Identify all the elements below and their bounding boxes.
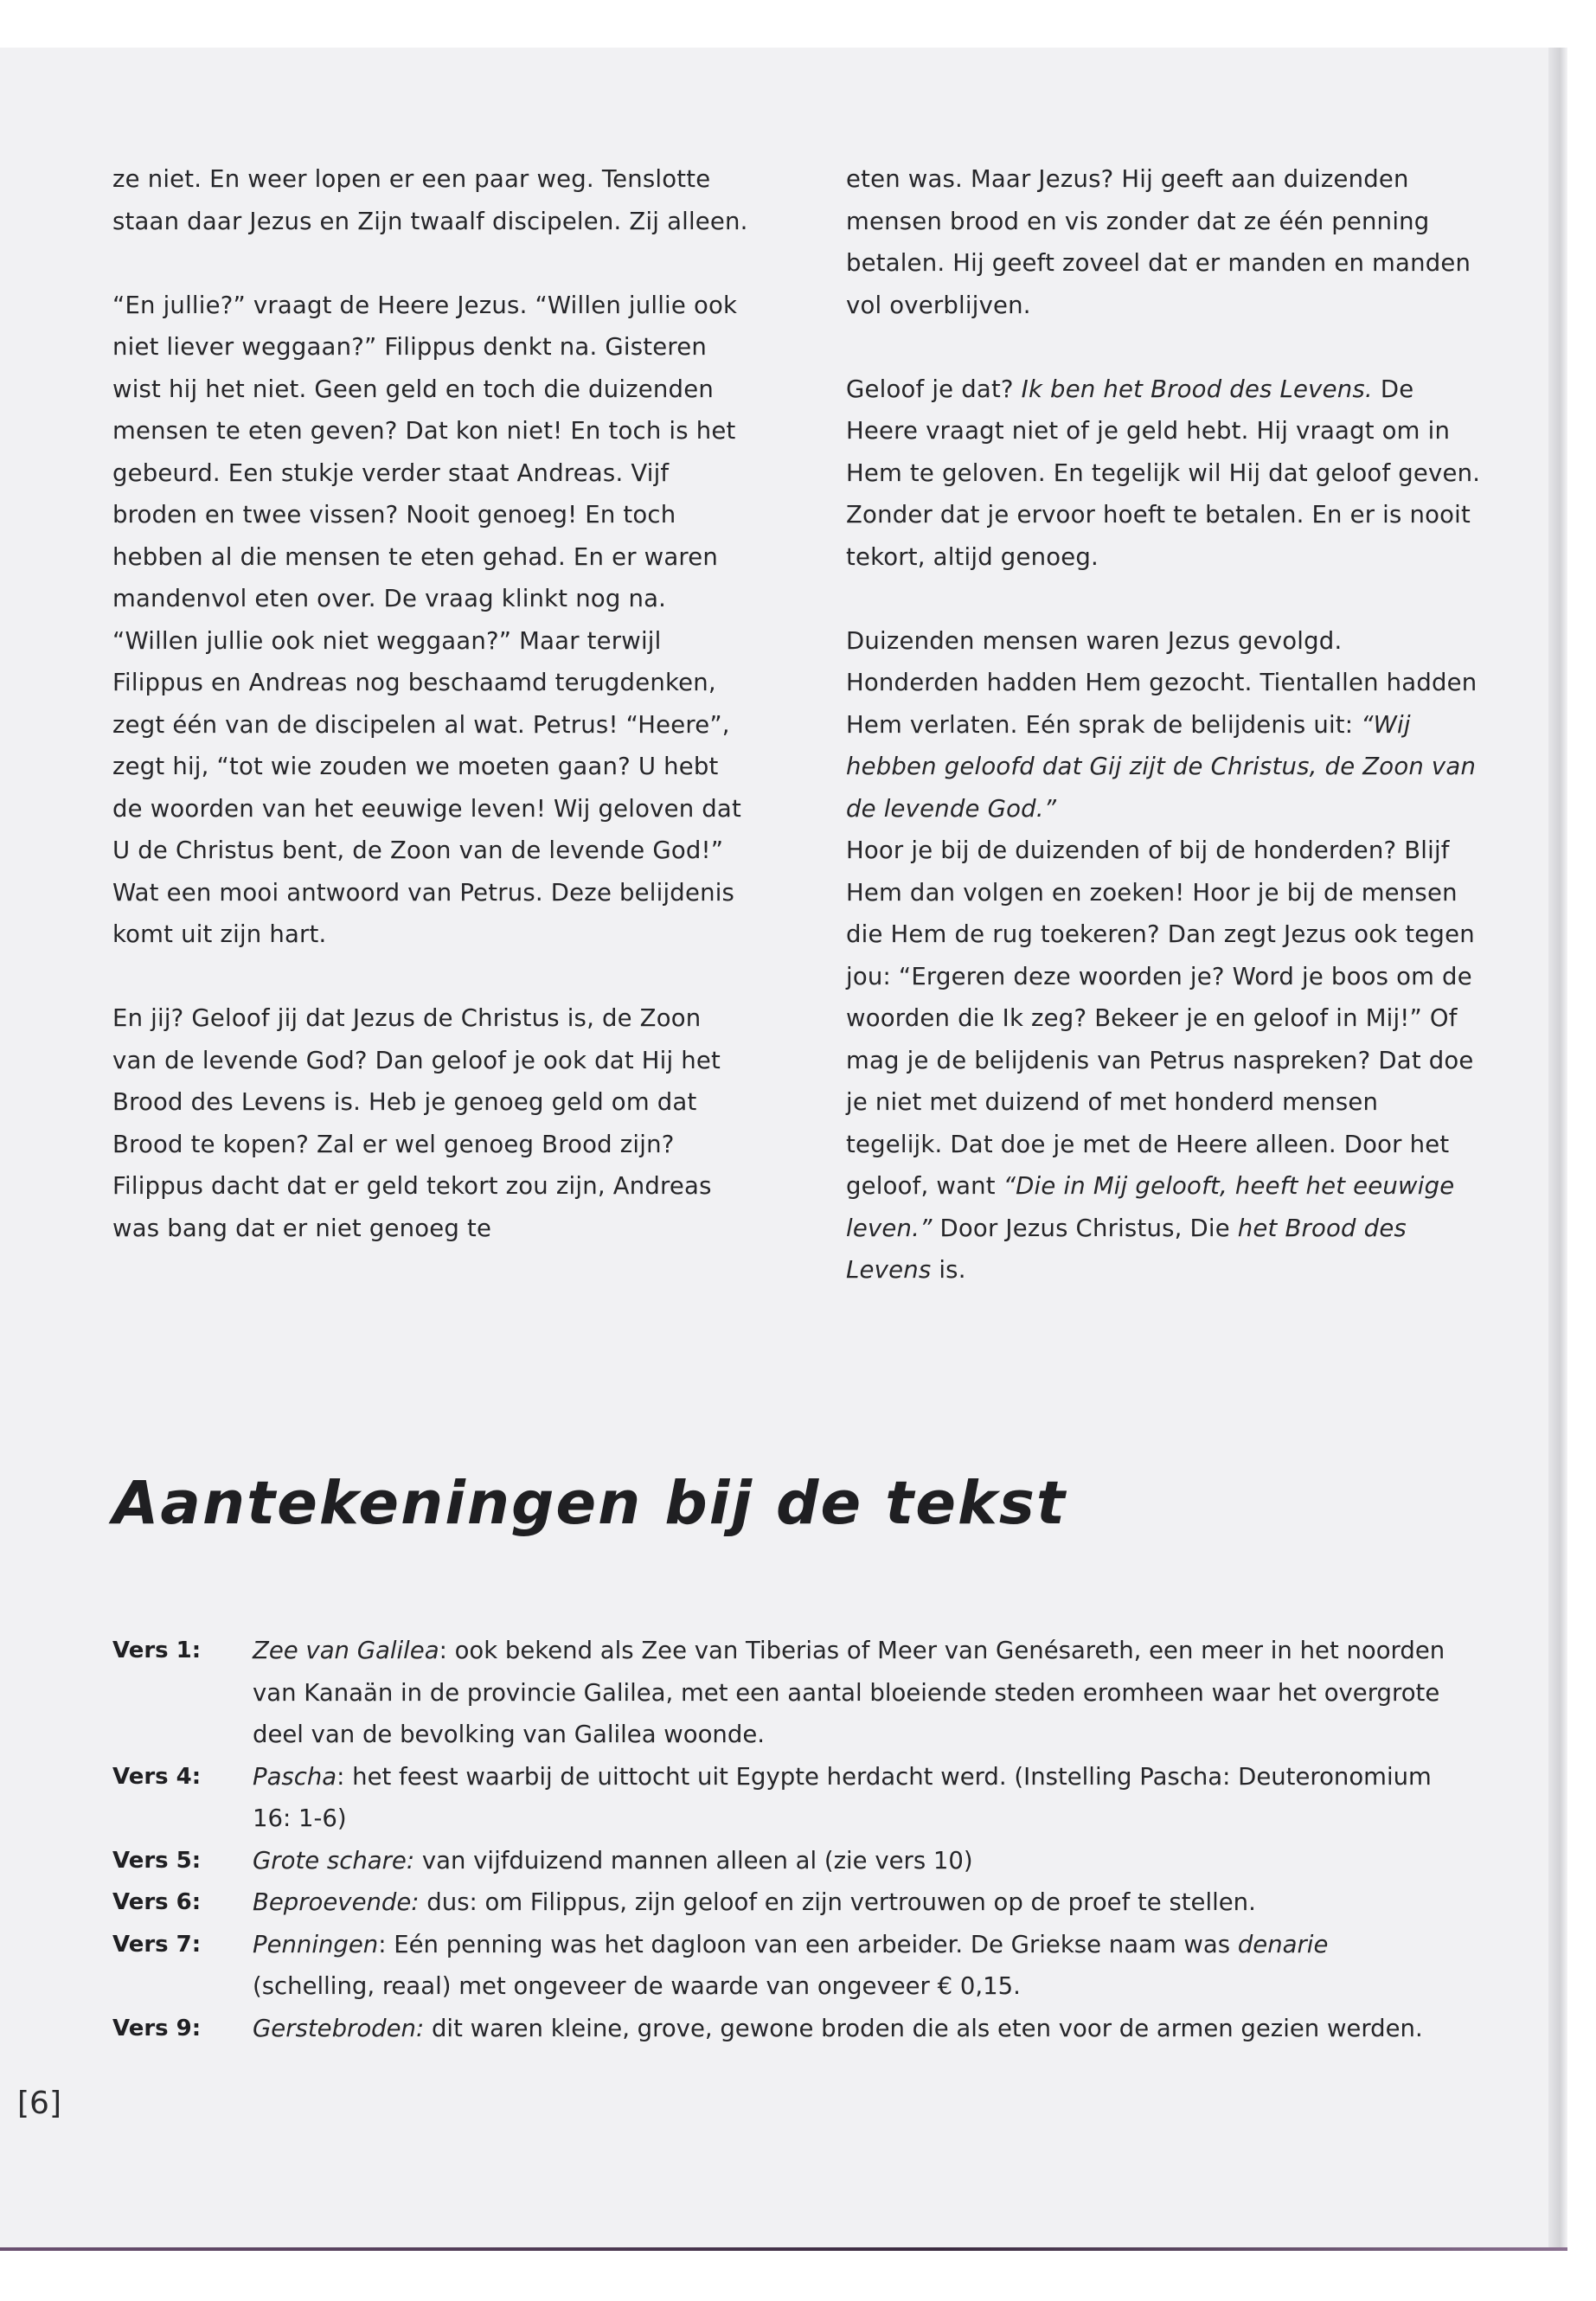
right-paragraph-3 xyxy=(846,620,1482,830)
note-text xyxy=(253,1840,1446,1882)
note-term: Beproevende: xyxy=(253,1888,420,1916)
note-text xyxy=(253,1881,1446,1924)
right-p4-text-c: Door Jezus Christus, Die xyxy=(932,1214,1238,1242)
note-item xyxy=(112,1924,1462,2008)
note-term-2: denarie xyxy=(1237,1930,1329,1958)
note-term: Gerstebroden: xyxy=(253,2014,425,2042)
note-term: Grote schare: xyxy=(253,1846,415,1875)
right-p4-text-e: is. xyxy=(931,1256,966,1284)
note-item xyxy=(112,1840,1462,1882)
left-column xyxy=(112,158,748,1249)
right-column xyxy=(846,158,1482,1292)
note-body: dit waren kleine, grove, gewone broden die als eten voor de armen gezien werden. xyxy=(424,2014,1423,2042)
right-p4-quote: “Die in Mij gelooft, heeft het eeuwige leven.” xyxy=(846,1172,1455,1242)
note-label: Vers 7: xyxy=(112,1931,202,1958)
left-paragraph-3: En jij? Geloof jij dat Jezus de Christus is, de Zoon van de levende God? Dan geloof je ook dat Hij het Brood des Levens is. Heb je genoeg geld om dat Brood te kopen? Zal er wel genoeg Brood zijn? Filippus dacht dat er geld tekort zou zijn, Andreas was bang dat er niet genoeg te xyxy=(112,1004,721,1242)
right-p4-text-a: Hoor je bij de duizenden of bij de honderden? Blijf Hem dan volgen en zoeken! Hoor je bij de mensen die Hem de rug toekeren? Dan zegt Jezus ook tegen jou: “Ergeren deze woorden je? Word je boos om de woorden die Ik zeg? Bekeer je en geloof in Mij!” Of mag je de belijdenis van Petrus naspreken? Dat doe je niet met duizend of met honderd mensen tegelijk. Dat doe je met de Heere alleen. Door het geloof, want xyxy=(846,836,1475,1200)
note-label: Vers 1: xyxy=(112,1638,202,1663)
right-p3-quote: “Wij hebben geloofd dat Gij zijt de Christus, de Zoon van de levende God.” xyxy=(846,710,1477,823)
note-body: : het feest waarbij de uittocht uit Egypte herdacht werd. (Instelling Pascha: Deuteronomium 16: 1-6) xyxy=(253,1762,1432,1832)
note-term: Zee van Galilea xyxy=(253,1637,439,1664)
note-text xyxy=(253,1924,1446,2008)
note-body-2: (schelling, reaal) met ongeveer de waarde van ongeveer € 0,15. xyxy=(253,1972,1021,2000)
note-label: Vers 5: xyxy=(112,1847,202,1874)
left-paragraph-1: ze niet. En weer lopen er een paar weg. Tenslotte staan daar Jezus en Zijn twaalf discipelen. Zij alleen. xyxy=(112,165,748,235)
note-item xyxy=(112,1630,1462,1756)
right-p3-text-a: Duizenden mensen waren Jezus gevolgd. Honderden hadden Hem gezocht. Tientallen hadden Hem verlaten. Eén sprak de belijdenis uit: xyxy=(846,626,1477,739)
note-text xyxy=(253,1630,1446,1756)
note-text xyxy=(253,1756,1446,1840)
right-p2-quote: Ik ben het Brood des Levens. xyxy=(1021,375,1373,403)
note-body: van vijfduizend mannen alleen al (zie vers 10) xyxy=(414,1846,973,1875)
bottom-rule xyxy=(0,2247,1567,2251)
note-label: Vers 9: xyxy=(112,2015,202,2041)
page-spine-shadow xyxy=(1548,48,1567,2249)
note-item xyxy=(112,1756,1462,1840)
right-p2-text-c: De Heere vraagt niet of je geld hebt. Hij vraagt om in Hem te geloven. En tegelijk wil Hij dat geloof geven. Zonder dat je ervoor hoeft te betalen. En er is nooit tekort, altijd genoeg. xyxy=(846,375,1481,571)
right-p4-term: het Brood des Levens xyxy=(846,1214,1407,1284)
notes-list xyxy=(112,1630,1462,2049)
right-paragraph-2 xyxy=(846,369,1482,579)
note-body: : Eén penning was het dagloon van een arbeider. De Griekse naam was xyxy=(378,1930,1238,1958)
right-p2-text-a: Geloof je dat? xyxy=(846,375,1022,403)
note-label: Vers 6: xyxy=(112,1889,202,1915)
note-text xyxy=(253,2008,1446,2050)
note-label: Vers 4: xyxy=(112,1763,202,1790)
note-item xyxy=(112,2008,1462,2050)
left-paragraph-2: “En jullie?” vraagt de Heere Jezus. “Willen jullie ook niet liever weggaan?” Filippus denkt na. Gisteren wist hij het niet. Geen geld en toch die duizenden mensen te eten geven? Dat kon niet! En toch is het gebeurd. Een stukje verder staat Andreas. Vijf broden en twee vissen? Nooit genoeg! En toch hebben al die mensen te eten gehad. En er waren mandenvol eten over. De vraag klinkt nog na. “Willen jullie ook niet weggaan?” Maar terwijl Filippus en Andreas nog beschaamd terugdenken, zegt één van de discipelen al wat. Petrus! “Heere”, zegt hij, “tot wie zouden we moeten gaan? U hebt de woorden van het eeuwige leven! Wij geloven dat U de Christus bent, de Zoon van de levende God!” Wat een mooi antwoord van Petrus. Deze belijdenis komt uit zijn hart. xyxy=(112,291,741,948)
page-number: [6] xyxy=(17,2086,61,2121)
right-paragraph-4 xyxy=(846,830,1482,1292)
note-item xyxy=(112,1881,1462,1924)
note-term: Penningen xyxy=(253,1930,379,1958)
note-body: dus: om Filippus, zijn geloof en zijn vertrouwen op de proef te stellen. xyxy=(419,1888,1256,1916)
notes-heading: Aantekeningen bij de tekst xyxy=(112,1469,1067,1538)
right-paragraph-1: eten was. Maar Jezus? Hij geeft aan duizenden mensen brood en vis zonder dat ze één penning betalen. Hij geeft zoveel dat er manden en manden vol overblijven. xyxy=(846,165,1471,319)
note-body: : ook bekend als Zee van Tiberias of Meer van Genésareth, een meer in het noorden van Kanaän in de provincie Galilea, met een aantal bloeiende steden eromheen waar het overgrote deel van de bevolking van Galilea woonde. xyxy=(253,1637,1445,1748)
note-term: Pascha xyxy=(253,1762,337,1791)
